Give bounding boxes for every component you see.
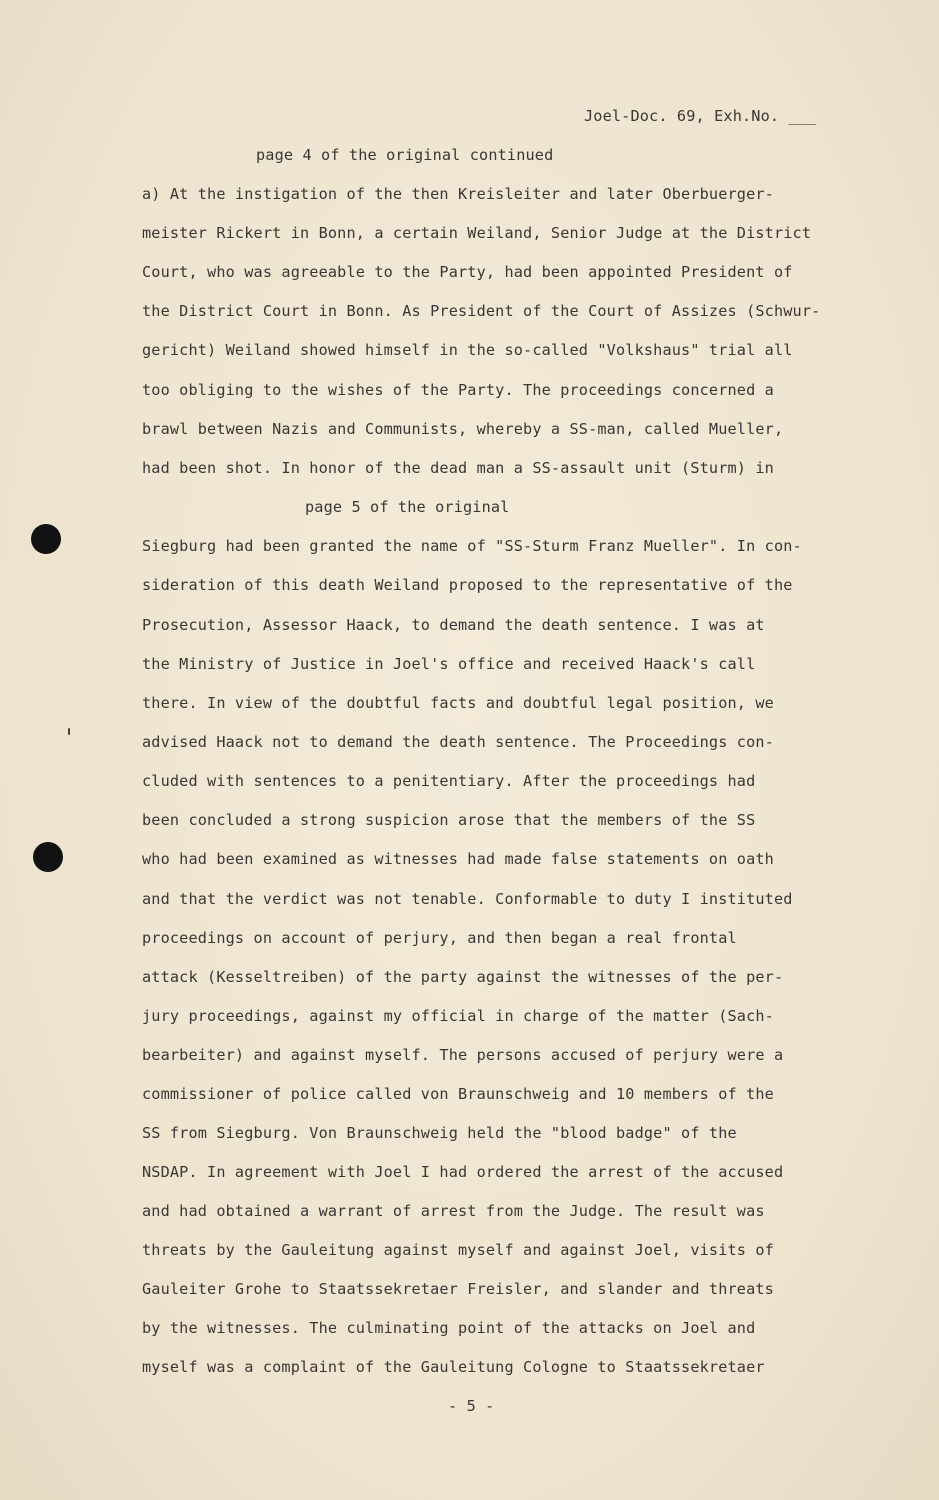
body-line: too obliging to the wishes of the Party. The proceedings concerned a bbox=[142, 381, 774, 399]
body-line: NSDAP. In agreement with Joel I had ordered the arrest of the accused bbox=[142, 1163, 784, 1181]
body-line: and had obtained a warrant of arrest from the Judge. The result was bbox=[142, 1202, 765, 1220]
body-line: a) At the instigation of the then Kreisleiter and later Oberbuerger- bbox=[142, 185, 774, 203]
punch-hole-lower bbox=[33, 842, 63, 872]
body-line: the District Court in Bonn. As President of the Court of Assizes (Schwur- bbox=[142, 302, 821, 320]
body-line: myself was a complaint of the Gauleitung Cologne to Staatssekretaer bbox=[142, 1358, 765, 1376]
body-line: bearbeiter) and against myself. The persons accused of perjury were a bbox=[142, 1046, 784, 1064]
body-line: cluded with sentences to a penitentiary. After the proceedings had bbox=[142, 772, 756, 790]
body-line: attack (Kesseltreiben) of the party against the witnesses of the per- bbox=[142, 968, 784, 986]
body-line: who had been examined as witnesses had made false statements on oath bbox=[142, 850, 774, 868]
body-line: the Ministry of Justice in Joel's office and received Haack's call bbox=[142, 655, 756, 673]
body-line: SS from Siegburg. Von Braunschweig held the "blood badge" of the bbox=[142, 1124, 737, 1142]
body-line: Prosecution, Assessor Haack, to demand the death sentence. I was at bbox=[142, 616, 765, 634]
body-line: brawl between Nazis and Communists, whereby a SS-man, called Mueller, bbox=[142, 420, 784, 438]
body-line: and that the verdict was not tenable. Conformable to duty I instituted bbox=[142, 890, 793, 908]
punch-hole-upper bbox=[31, 524, 61, 554]
document-reference: Joel-Doc. 69, Exh.No. ___ bbox=[584, 107, 817, 125]
body-line: there. In view of the doubtful facts and doubtful legal position, we bbox=[142, 694, 774, 712]
body-line: Siegburg had been granted the name of "SS-Sturm Franz Mueller". In con- bbox=[142, 537, 802, 555]
body-line: advised Haack not to demand the death sentence. The Proceedings con- bbox=[142, 733, 774, 751]
body-line: commissioner of police called von Braunschweig and 10 members of the bbox=[142, 1085, 774, 1103]
body-line: gericht) Weiland showed himself in the so-called "Volkshaus" trial all bbox=[142, 341, 793, 359]
body-line: Court, who was agreeable to the Party, had been appointed President of bbox=[142, 263, 793, 281]
body-line: Gauleiter Grohe to Staatssekretaer Freisler, and slander and threats bbox=[142, 1280, 774, 1298]
body-line: threats by the Gauleitung against myself and against Joel, visits of bbox=[142, 1241, 774, 1259]
page-number: - 5 - bbox=[448, 1397, 495, 1415]
body-line: been concluded a strong suspicion arose that the members of the SS bbox=[142, 811, 756, 829]
body-line: meister Rickert in Bonn, a certain Weiland, Senior Judge at the District bbox=[142, 224, 812, 242]
body-line: by the witnesses. The culminating point of the attacks on Joel and bbox=[142, 1319, 756, 1337]
body-line: proceedings on account of perjury, and then began a real frontal bbox=[142, 929, 737, 947]
body-line: sideration of this death Weiland proposed to the representative of the bbox=[142, 576, 793, 594]
section-heading-page4: page 4 of the original continued bbox=[256, 146, 554, 164]
ink-mark bbox=[68, 728, 70, 735]
section-heading-page5: page 5 of the original bbox=[305, 498, 510, 516]
body-line: had been shot. In honor of the dead man a SS-assault unit (Sturm) in bbox=[142, 459, 774, 477]
body-line: jury proceedings, against my official in charge of the matter (Sach- bbox=[142, 1007, 774, 1025]
